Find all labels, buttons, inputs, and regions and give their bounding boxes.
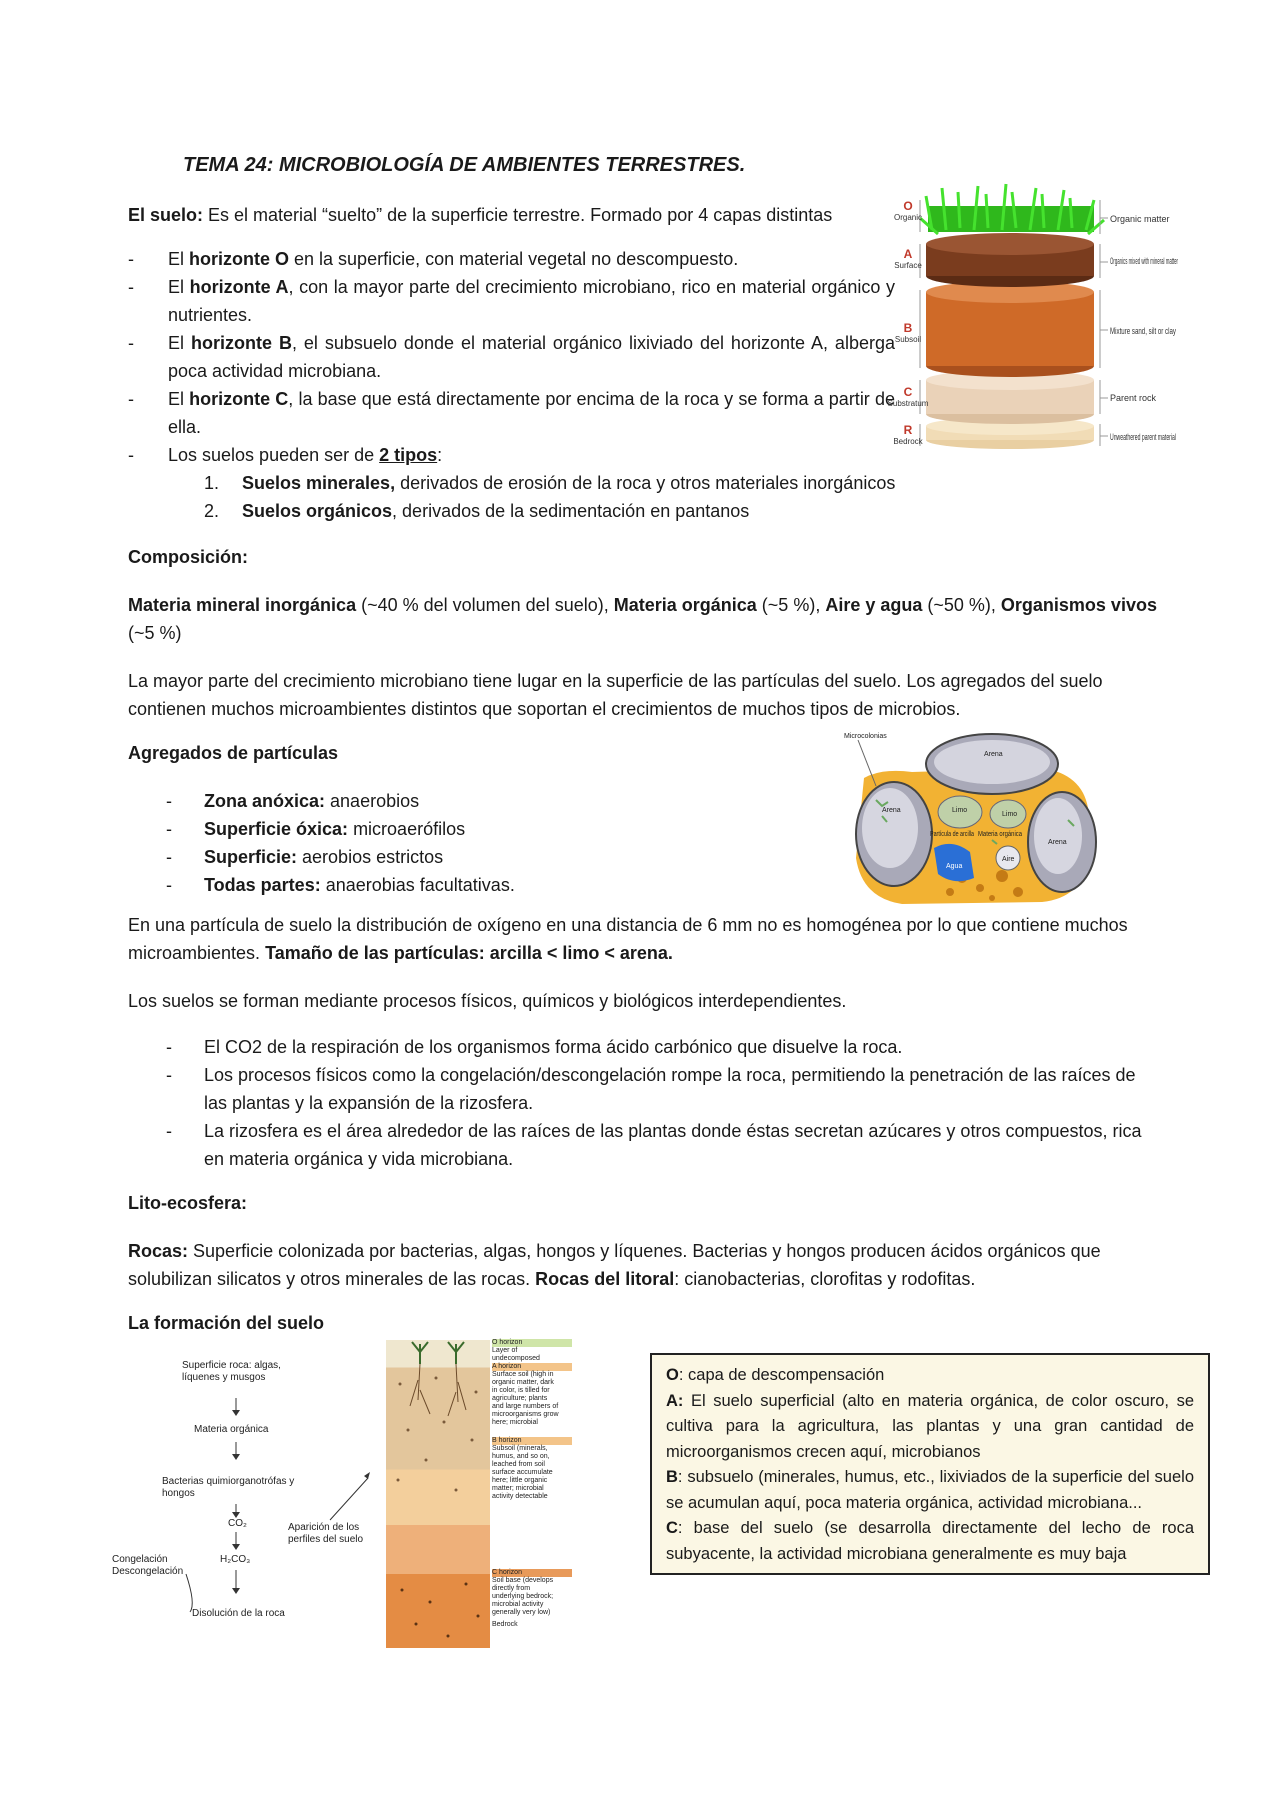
right-label-3: Parent rock (1110, 393, 1157, 403)
flow-text: Congelación (112, 1554, 168, 1565)
label-limo1: Limo (952, 807, 968, 814)
horizon-item: - El horizonte C, la base que está directamente por encima de la roca y se forma a partir de ella. (128, 389, 895, 437)
label-c-name: Substratum (887, 399, 929, 408)
label-agua: Agua (946, 863, 963, 870)
label-arena3: Arena (1048, 839, 1067, 846)
label-r-name: Bedrock (893, 437, 923, 446)
flow-text: Descongelación (112, 1566, 184, 1577)
agregados-heading: Agregados de partículas (128, 743, 339, 763)
label-micro: Microcolonias (844, 733, 887, 740)
flow-text: Aparición de los (288, 1522, 360, 1533)
horizon-item: - El horizonte O en la superficie, con material vegetal no descompuesto. (128, 249, 739, 269)
horizon-description-box (650, 1353, 1210, 1575)
agregado-item: - Superficie óxica: microaerófilos (166, 819, 466, 839)
horizons-list (128, 245, 895, 469)
flow-text: hongos (162, 1488, 195, 1499)
suelo-label: El suelo: (128, 205, 204, 225)
agregado-item: - Superficie: aerobios estrictos (166, 847, 444, 867)
profile-labels: O horizon Layer of undecomposed A horizon Surface soil (high in organic matter, dark in color, is tilled for agriculture; plants and large numbers of microorganisms grow here; microbial B horizon Subsoil (minerals, humus, and so on, leached from soil surface accumulate here; little organic matter; microbial activity detectable C horizon Soil base (develops directly from underlying bedrock; microbial activity generally very low) Bedrock (492, 1339, 572, 1629)
proceso-item: - La rizosfera es el área alrededor de las raíces de las plantas donde éstas secretan azúcares y otros compuestos, rica en materia orgánica y vida microbiana. (166, 1121, 1142, 1169)
proceso-item: - El CO2 de la respiración de los organismos forma ácido carbónico que disuelve la roca. (166, 1037, 903, 1057)
label-particula: Partícula de arcilla (930, 831, 975, 838)
layer-b (926, 292, 1094, 366)
tipos-item: - Los suelos pueden ser de 2 tipos: (128, 445, 443, 465)
aggregate-figure (842, 728, 1104, 910)
box-line: A: El suelo superficial (alto en materia orgánica, de color oscuro, se cultiva para la agricultura, las plantas y una gran cantidad de microorganismos crecen aquí, microbianos (666, 1391, 1194, 1461)
profile-head-a: A horizon (492, 1363, 572, 1371)
flow-text: perfiles del suelo (288, 1534, 364, 1545)
tipos-list (204, 469, 964, 525)
oxigeno-paragraph: En una partícula de suelo la distribución de oxígeno en una distancia de 6 mm no es homogénea por lo que contiene muchos microambientes. Tamaño de las partículas: arcilla < limo < arena. (128, 915, 1128, 963)
label-o-name: Organic (893, 213, 923, 222)
procesos-paragraph: Los suelos se forman mediante procesos físicos, químicos y biológicos interdependientes. (128, 991, 847, 1011)
label-arena2: Arena (882, 807, 901, 814)
label-limo2: Limo (1002, 811, 1018, 818)
box-line: B: subsuelo (minerales, humus, etc., lixiviados de la superficie del suelo se acumulan aquí, poca materia orgánica, actividad microbiana... (666, 1468, 1194, 1512)
tipo-item: 2. Suelos orgánicos, derivados de la sedimentación en pantanos (204, 501, 750, 521)
flow-text: CO₂ (228, 1518, 247, 1529)
profile-head-bedrock: Bedrock (492, 1621, 518, 1628)
lito-paragraph: Rocas: Superficie colonizada por bacterias, algas, hongos y líquenes. Bacterias y hongos producen ácidos orgánicos que solubilizan silicatos y otros minerales de las rocas. Rocas del litoral: cianobacterias, clorofitas y rodofitas. (128, 1241, 1101, 1289)
right-label-1: Organics mixed with mineral matter (1110, 256, 1178, 266)
right-label-2: Mixture sand, silt or clay (1110, 326, 1177, 336)
box-line: O: capa de descompensación (666, 1366, 885, 1384)
procesos-list (166, 1033, 1156, 1173)
label-b-letter: B (903, 321, 913, 335)
lito-heading: Lito-ecosfera: (128, 1193, 248, 1213)
suelo-intro-text: Es el material “suelto” de la superficie terrestre. Formado por 4 capas distintas (203, 205, 833, 225)
formacion-heading: La formación del suelo (128, 1313, 325, 1333)
formation-flow-diagram (110, 1338, 382, 1634)
horizon-item: - El horizonte A, con la mayor parte del crecimiento microbiano, rico en material orgánico y nutrientes. (128, 277, 896, 325)
label-r-letter: R (903, 423, 913, 437)
flow-text: H₂CO₃ (220, 1554, 251, 1565)
page-title: TEMA 24: MICROBIOLOGÍA DE AMBIENTES TERRESTRES. (183, 154, 746, 176)
composicion-heading: Composición: (128, 547, 248, 567)
soil-layers-figure (887, 178, 1180, 452)
horizon-item: - El horizonte B, el subsuelo donde el material orgánico lixiviado del horizonte A, alberga poca actividad microbiana. (128, 333, 895, 381)
layer-o-grass (928, 206, 1094, 232)
profile-head-b: B horizon (492, 1437, 572, 1445)
agregado-item: - Todas partes: anaerobias facultativas. (166, 875, 515, 895)
label-materia: Materia orgánica (978, 831, 1023, 838)
agregado-item: - Zona anóxica: anaerobios (166, 791, 420, 811)
flow-text: Materia orgánica (194, 1424, 269, 1435)
box-line: C: base del suelo (se desarrolla directamente del lecho de roca subyacente, la actividad microbiana generalmente es muy baja (666, 1519, 1194, 1563)
agregados-list (166, 787, 766, 899)
profile-head-o: O horizon (492, 1339, 572, 1347)
composicion-paragraph: La mayor parte del crecimiento microbiano tiene lugar en la superficie de las partículas del suelo. Los agregados del suelo contienen muchos microambientes distintos que soportan el crecimientos de muchos tipos de microbios. (128, 671, 1103, 719)
label-aire: Aire (1002, 856, 1015, 863)
right-label-0: Organic matter (1110, 214, 1170, 224)
profile-head-c: C horizon (492, 1569, 572, 1577)
soil-profile-column (386, 1340, 490, 1648)
flow-text: líquenes y musgos (182, 1372, 266, 1383)
label-o-letter: O (903, 199, 913, 213)
proceso-item: - Los procesos físicos como la congelación/descongelación rompe la roca, permitiendo la penetración de las raíces de las plantas y la expansión de la rizosfera. (166, 1065, 1136, 1113)
composicion-parts: Materia mineral inorgánica (~40 % del volumen del suelo), Materia orgánica (~5 %), Aire y agua (~50 %), Organismos vivos (~5 %) (128, 595, 1157, 643)
label-b-name: Subsoil (894, 335, 922, 344)
flow-text: Disolución de la roca (192, 1608, 285, 1619)
tipo-item: 1. Suelos minerales, derivados de erosión de la roca y otros materiales inorgánicos (204, 473, 896, 493)
right-label-4: Unweathered parent material (1110, 432, 1176, 442)
flow-text: Superficie roca: algas, (182, 1360, 281, 1371)
label-arena1: Arena (984, 751, 1003, 758)
label-a-letter: A (903, 247, 913, 261)
label-c-letter: C (903, 385, 913, 399)
flow-text: Bacterias quimiorganotrófas y (162, 1476, 295, 1487)
suelo-intro (128, 201, 898, 229)
label-a-name: Surface (894, 261, 922, 270)
